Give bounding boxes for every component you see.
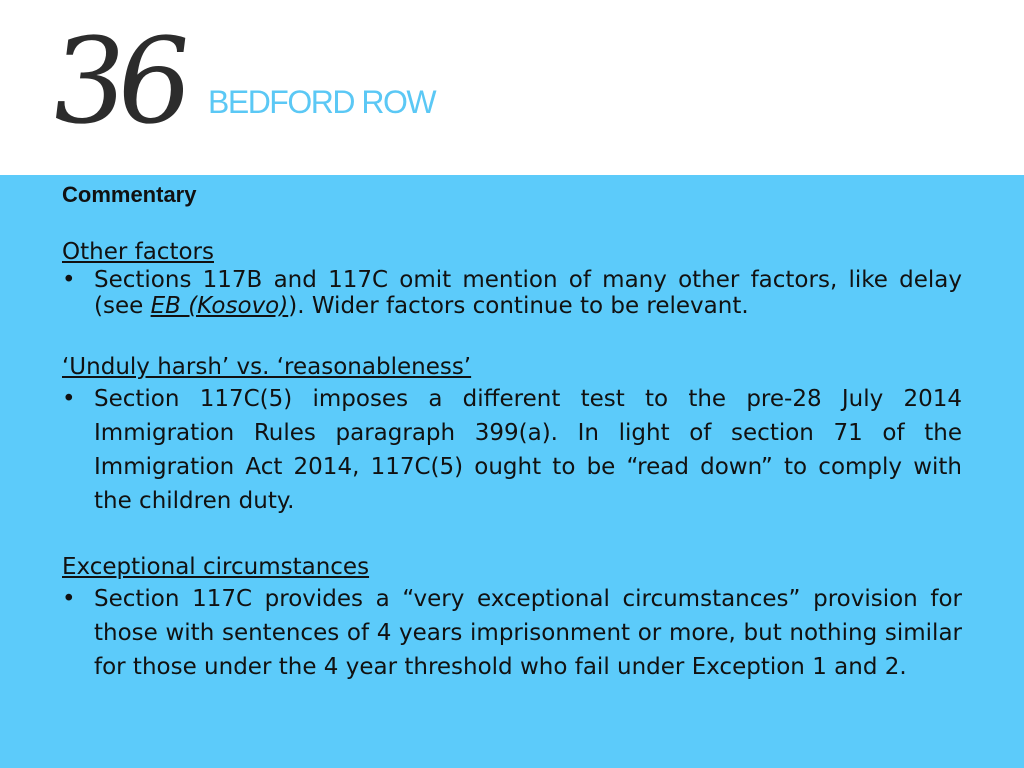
bullet-other-factors xyxy=(62,267,962,319)
bullet-icon: • xyxy=(62,267,76,293)
bullet-text-part: ). Wider factors continue to be relevant. xyxy=(288,293,749,319)
logo-number: 36 xyxy=(47,12,187,150)
bullet-icon: • xyxy=(62,386,76,412)
case-link: EB (Kosovo) xyxy=(150,293,289,319)
bullet-text-part: Sections 117B and 117C omit mention of many other factors, like delay (see xyxy=(94,267,962,319)
bullet-exceptional-circumstances xyxy=(62,582,962,684)
bullet-icon: • xyxy=(62,586,76,612)
bullet-text: Section 117C provides a “very exceptional circumstances” provision for those with sentences of 4 years imprisonment or more, but nothing similar for those under the 4 year threshold who fail under Exception 1 and 2. xyxy=(94,586,962,680)
slide-content xyxy=(62,180,962,684)
header-bar xyxy=(0,0,1024,175)
section-heading-other-factors: Other factors xyxy=(62,239,214,265)
bullet-unduly-harsh xyxy=(62,382,962,518)
section-heading-unduly-harsh: ‘Unduly harsh’ vs. ‘reasonableness’ xyxy=(62,354,472,380)
page-title: Commentary xyxy=(62,182,197,207)
logo-name: BEDFORD ROW xyxy=(208,84,436,120)
bullet-text: Section 117C(5) imposes a different test to the pre-28 July 2014 Immigration Rules paragraph 399(a). In light of section 71 of the Immigration Act 2014, 117C(5) ought to be “read down” to comply with the children duty. xyxy=(94,386,962,514)
section-heading-exceptional-circumstances: Exceptional circumstances xyxy=(62,554,370,580)
